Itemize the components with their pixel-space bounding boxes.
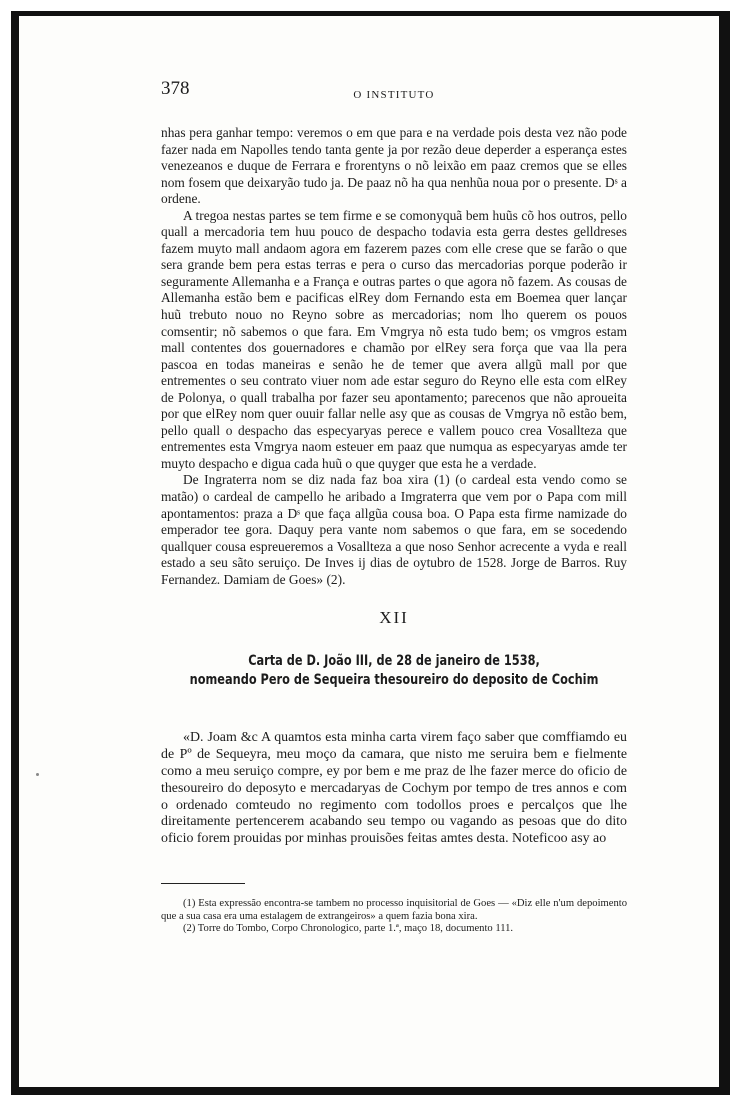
- footnote: (1) Esta expressão encontra-se tambem no processo inquisitorial de Goes — «Diz elle n'um depoimento que a sua casa era uma estalagem de extrangeiros» a quem fazia bona xira.: [161, 897, 627, 922]
- paragraph: A tregoa nestas partes se tem firme e se comonyquã bem huũs cõ hos outros, pello quall a mercadoria tem huu pouco de despacho todavia esta gerra destes gelldreses fazem muyto mall andaom agora em fazerem pazes com elle crese que se farão o que sera grande bem pera estas terras e pera o curso das mercadorias porque poderão ir seguramente Allemanha e a França e outras partes o que agora nõ fazem. As cousas de Allemanha estão bem e pacificas elRey dom Fernando esta em Boemea quer lançar huũ trebuto nouo no Reyno sobre as mercadorias; nom lho querem os pouos comsentir; nõ sabemos o que fara. Em Vmgrya nõ esta tudo bem; os vmgros estam mall contentes dos gouernadores e chamão por elRey sera força que vaa lla pera pascoa en todas maneiras e senão he de temer que avera allgũ mall por que entrementes o seu contrato viuer nom ade estar seguro do Reyno elle esta com elRey de Polonya, o quall trabalha por fazer seu apontamento; parecenos que não aproueita por que elRey nom quer ouuir fallar nelle asy que as cousas de Vmgrya nõ estão bem, pello quall o despacho das especyaryas perece e vallem pouco crea Vosallteza que entrementes esta Vmgrya naom esteuer em paaz que numqua as especyaryas amde ter muyto despacho e digua cada huũ o que quyger que esta he a verdade.: [161, 207, 627, 471]
- paragraph: «D. Joam &c A quamtos esta minha carta virem faço saber que comffiamdo eu de Pº de Sequeyra, meu moço da camara, que nisto me seruira bem e fielmente como a meu seruiço compre, ey por bem e me praz de lhe fazer merce do oficio de thesoureiro do deposyto e mercadaryas de Cochym por tempo de tres annos e com o ordenado comteudo no regimento com todollos proes e percalços que lhe direitamente pertencerem acabando seu tempo ou vagando as pesoas que do dito oficio forem prouidas por minhas prouisões feitas amtes desta. Noteficoo asy ao: [161, 730, 627, 847]
- footnote-divider: [161, 883, 245, 884]
- footnotes: [161, 898, 627, 936]
- heading-line: nomeando Pero de Sequeira thesoureiro do deposito de Cochim: [189, 672, 599, 689]
- journal-title: O INSTITUTO: [353, 89, 435, 101]
- footnote: (2) Torre do Tombo, Corpo Chronologico, parte 1.ª, maço 18, documento 111.: [183, 923, 514, 935]
- document-heading: [184, 652, 603, 690]
- paragraph: De Ingraterra nom se diz nada faz boa xira (1) (o cardeal esta vendo como se matão) o cardeal de campello he aribado a Imgraterra que vem por o Papa com mill apontamentos: praza a Dˢ que faça allgũa cousa boa. O Papa esta firme namizade do emperador tee gora. Daquy pera vante nom sabemos o que fara, em se socedendo quallquer cousa espreueremos a Vosallteza a que noso Senhor acrecente a vyda e reall estado a seu sãto seruiço. De Inves ij dias de oytubro de 1528. Jorge de Barros. Ruy Fernandez. Damiam de Goes» (2).: [161, 472, 627, 587]
- letter-body: [161, 730, 627, 848]
- book-page: [161, 76, 627, 936]
- page-number: 378: [161, 78, 190, 99]
- margin-speck: [36, 773, 39, 776]
- paragraph: nhas pera ganhar tempo: veremos o em que para e na verdade pois desta vez não pode fazer nada em Napolles tendo tanta gente ja por rezão deue deperder a esperança estes venezeanos e duque de Ferrara e frorentyns o nõ leixão em paaz cremos que se elles nom fosem que deixaryão tudo ja. De paaz nõ ha qua nenhũa noua por o presente. Dˢ a ordene.: [161, 125, 627, 207]
- letter-continuation: [161, 125, 627, 588]
- running-head: [161, 76, 627, 102]
- heading-line: Carta de D. João III, de 28 de janeiro de 1538,: [248, 653, 540, 670]
- section-number: XII: [379, 608, 409, 628]
